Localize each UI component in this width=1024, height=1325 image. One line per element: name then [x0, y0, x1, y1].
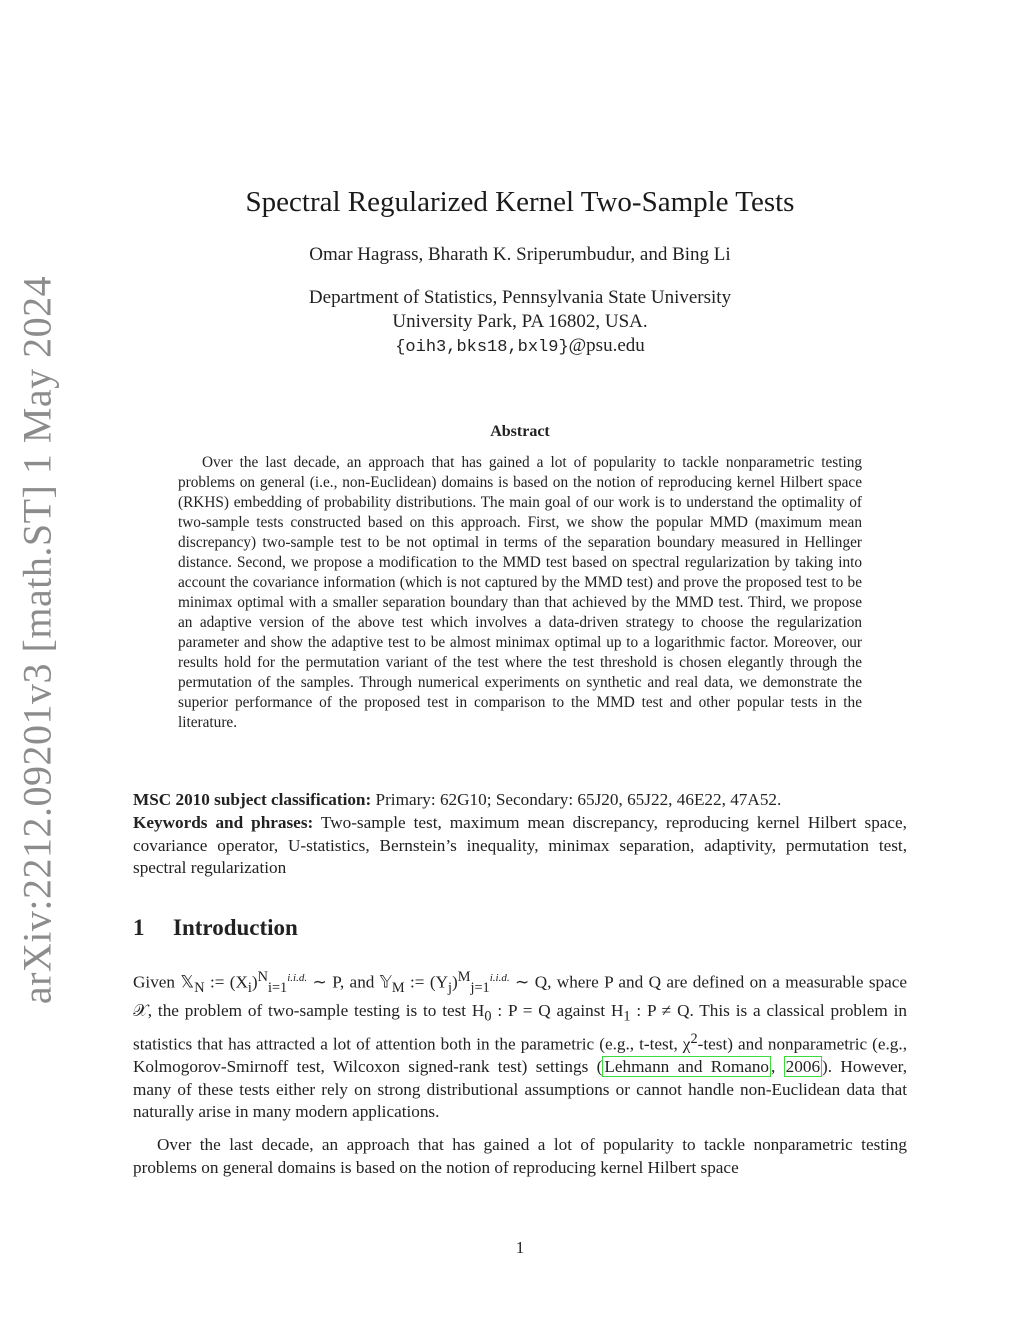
- msc-classification: [133, 789, 907, 812]
- section-heading: [133, 915, 298, 941]
- keywords-label: Keywords and phrases:: [133, 813, 314, 832]
- affiliation-department: Department of Statistics, Pennsylvania State University: [308, 287, 732, 308]
- email-domain: @psu.edu: [568, 335, 645, 356]
- msc-text: Primary: 62G10; Secondary: 65J20, 65J22, 46E22, 47A52.: [371, 790, 782, 809]
- intro-paragraph-1: Given 𝕏$_N$ := $(X_i)^N_{i=1}^{i.i.d.}$ ∼ P, and 𝕐$_M$ := $(Y_j)^M_{j=1}^{i.i.d.}$ ∼ Q, where P and Q are defined on a measurable space 𝒳, the problem of two-sample testing is to test $H_0$ : P = Q against $H_1$ : P ≠ Q. This is a classical problem in statistics that has attracted a lot of attention both in the parametric (e.g., t-test, $\chi^2-test$) and nonparametric (e.g., Kolmogorov-Smirnoff test, Wilcoxon signed-rank test) settings ( Lehmann and Romano , 2006 ). However, many of these tests either rely on strong distributional assumptions or cannot handle non-Euclidean data that naturally arise in many modern applications.: [133, 969, 908, 1122]
- keywords-text: Two-sample test, maximum mean discrepancy, reproducing kernel Hilbert space, covariance operator, U-statistics, Bernstein’s inequality, minimax separation, adaptivity, permutation test, spectral regularization: [133, 813, 907, 878]
- section-title: Introduction: [173, 915, 298, 940]
- author-list: Omar Hagrass, Bharath K. Sriperumbudur, and Bing Li: [309, 244, 731, 265]
- affiliation-address: University Park, PA 16802, USA.: [392, 311, 648, 332]
- citation-link-year[interactable]: 2006: [785, 1057, 821, 1077]
- iid-label: i.i.d.: [287, 972, 308, 984]
- keywords-block: [133, 812, 907, 880]
- affiliation-email[interactable]: [0, 334, 1024, 360]
- arxiv-identifier: arXiv:2212.09201v3 [math.ST] 1 May 2024: [14, 275, 60, 1005]
- intro-paragraph-2: Over the last decade, an approach that has gained a lot of popularity to tackle nonparametric testing problems on general domains is based on the notion of reproducing kernel Hilbert space: [133, 1135, 907, 1177]
- email-ids: {oih3,bks18,bxl9}: [395, 338, 569, 357]
- affiliation-block: [0, 286, 1024, 360]
- citation-link-authors[interactable]: Lehmann and Romano: [604, 1057, 770, 1077]
- msc-label: MSC 2010 subject classification:: [133, 790, 372, 809]
- paper-title: Spectral Regularized Kernel Two-Sample Tests: [245, 186, 795, 218]
- page-number: 1: [515, 1238, 525, 1257]
- iid-label-2: i.i.d.: [489, 972, 510, 984]
- section-number: 1: [133, 915, 145, 940]
- abstract-heading: Abstract: [490, 423, 550, 440]
- abstract-text: Over the last decade, an approach that has gained a lot of popularity to tackle nonparametric testing problems on general (i.e., non-Euclidean) domains is based on the notion of reproducing kernel Hilbert space (RKHS) embedding of probability distributions. The main goal of our work is to understand the optimality of two-sample tests constructed based on this approach. First, we show the popular MMD (maximum mean discrepancy) two-sample test to be not optimal in terms of the separation boundary measured in Hellinger distance. Second, we propose a modification to the MMD test based on spectral regularization by taking into account the covariance information (which is not captured by the MMD test) and prove the proposed test to be minimax optimal with a smaller separation boundary than that achieved by the MMD test. Third, we propose an adaptive version of the above test which involves a data-driven strategy to choose the regularization parameter and show the adaptive test to be almost minimax optimal up to a logarithmic factor. Moreover, our results hold for the permutation variant of the test where the test threshold is chosen elegantly through the permutation of the samples. Through numerical experiments on synthetic and real data, we demonstrate the superior performance of the proposed test in comparison to the MMD test and other popular tests in the literature.: [178, 454, 862, 731]
